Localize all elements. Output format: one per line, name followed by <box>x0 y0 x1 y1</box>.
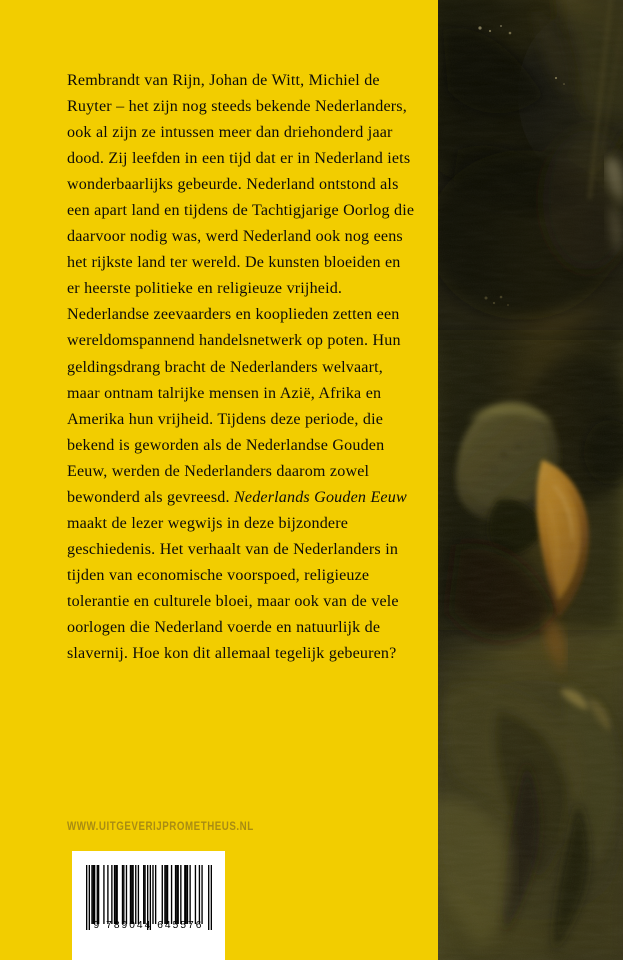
book-title-italic: Nederlands Gouden Eeuw <box>234 488 407 506</box>
rembrandt-painting-detail <box>438 0 623 960</box>
back-cover-blurb <box>67 68 415 667</box>
publisher-url[interactable]: WWW.UITGEVERIJPROMETHEUS.NL <box>67 819 254 833</box>
blurb-paragraph-first: Rembrandt van Rijn, Johan de Witt, Michiel de Ruyter – het zijn nog steeds bekende Nederlanders, ook al zijn ze intussen meer dan driehonderd jaar dood. Zij leefden in een tijd dat er in Nederland iets wonderbaarlijks gebeurde. Nederland ontstond als een apart land en tijdens de Tachtigjarige Oorlog die daarvoor nodig was, werd Nederland ook nog eens het rijkste land ter wereld. De kunsten bloeiden en er heerste politieke en religieuze vrijheid. Nederlandse zeevaarders en kooplieden zetten een wereldomspannend handelsnetwerk op poten. Hun geldingsdrang bracht de Nederlanders welvaart, maar ontnam talrijke mensen in Azië, Afrika en Amerika hun vrijheid. Tijdens deze periode, die bekend is geworden als de Nederlandse Gouden Eeuw, werden de Nederlanders daarom zowel bewonderd als gevreesd. <box>67 72 415 506</box>
barcode-digits: 9 789044 645576 <box>93 920 204 931</box>
barcode-box <box>72 851 225 960</box>
blurb-paragraph-second: maakt de lezer wegwijs in deze bijzondere geschiedenis. Het verhaalt van de Nederlanders in tijden van economische voorspoed, religieuze tolerantie en culturele bloei, maar ook van de vele oorlogen die Nederland voerde en natuurlijk de slavernij. Hoe kon dit allemaal tegelijk gebeuren? <box>67 514 399 663</box>
cover-artwork-panel <box>438 0 623 960</box>
